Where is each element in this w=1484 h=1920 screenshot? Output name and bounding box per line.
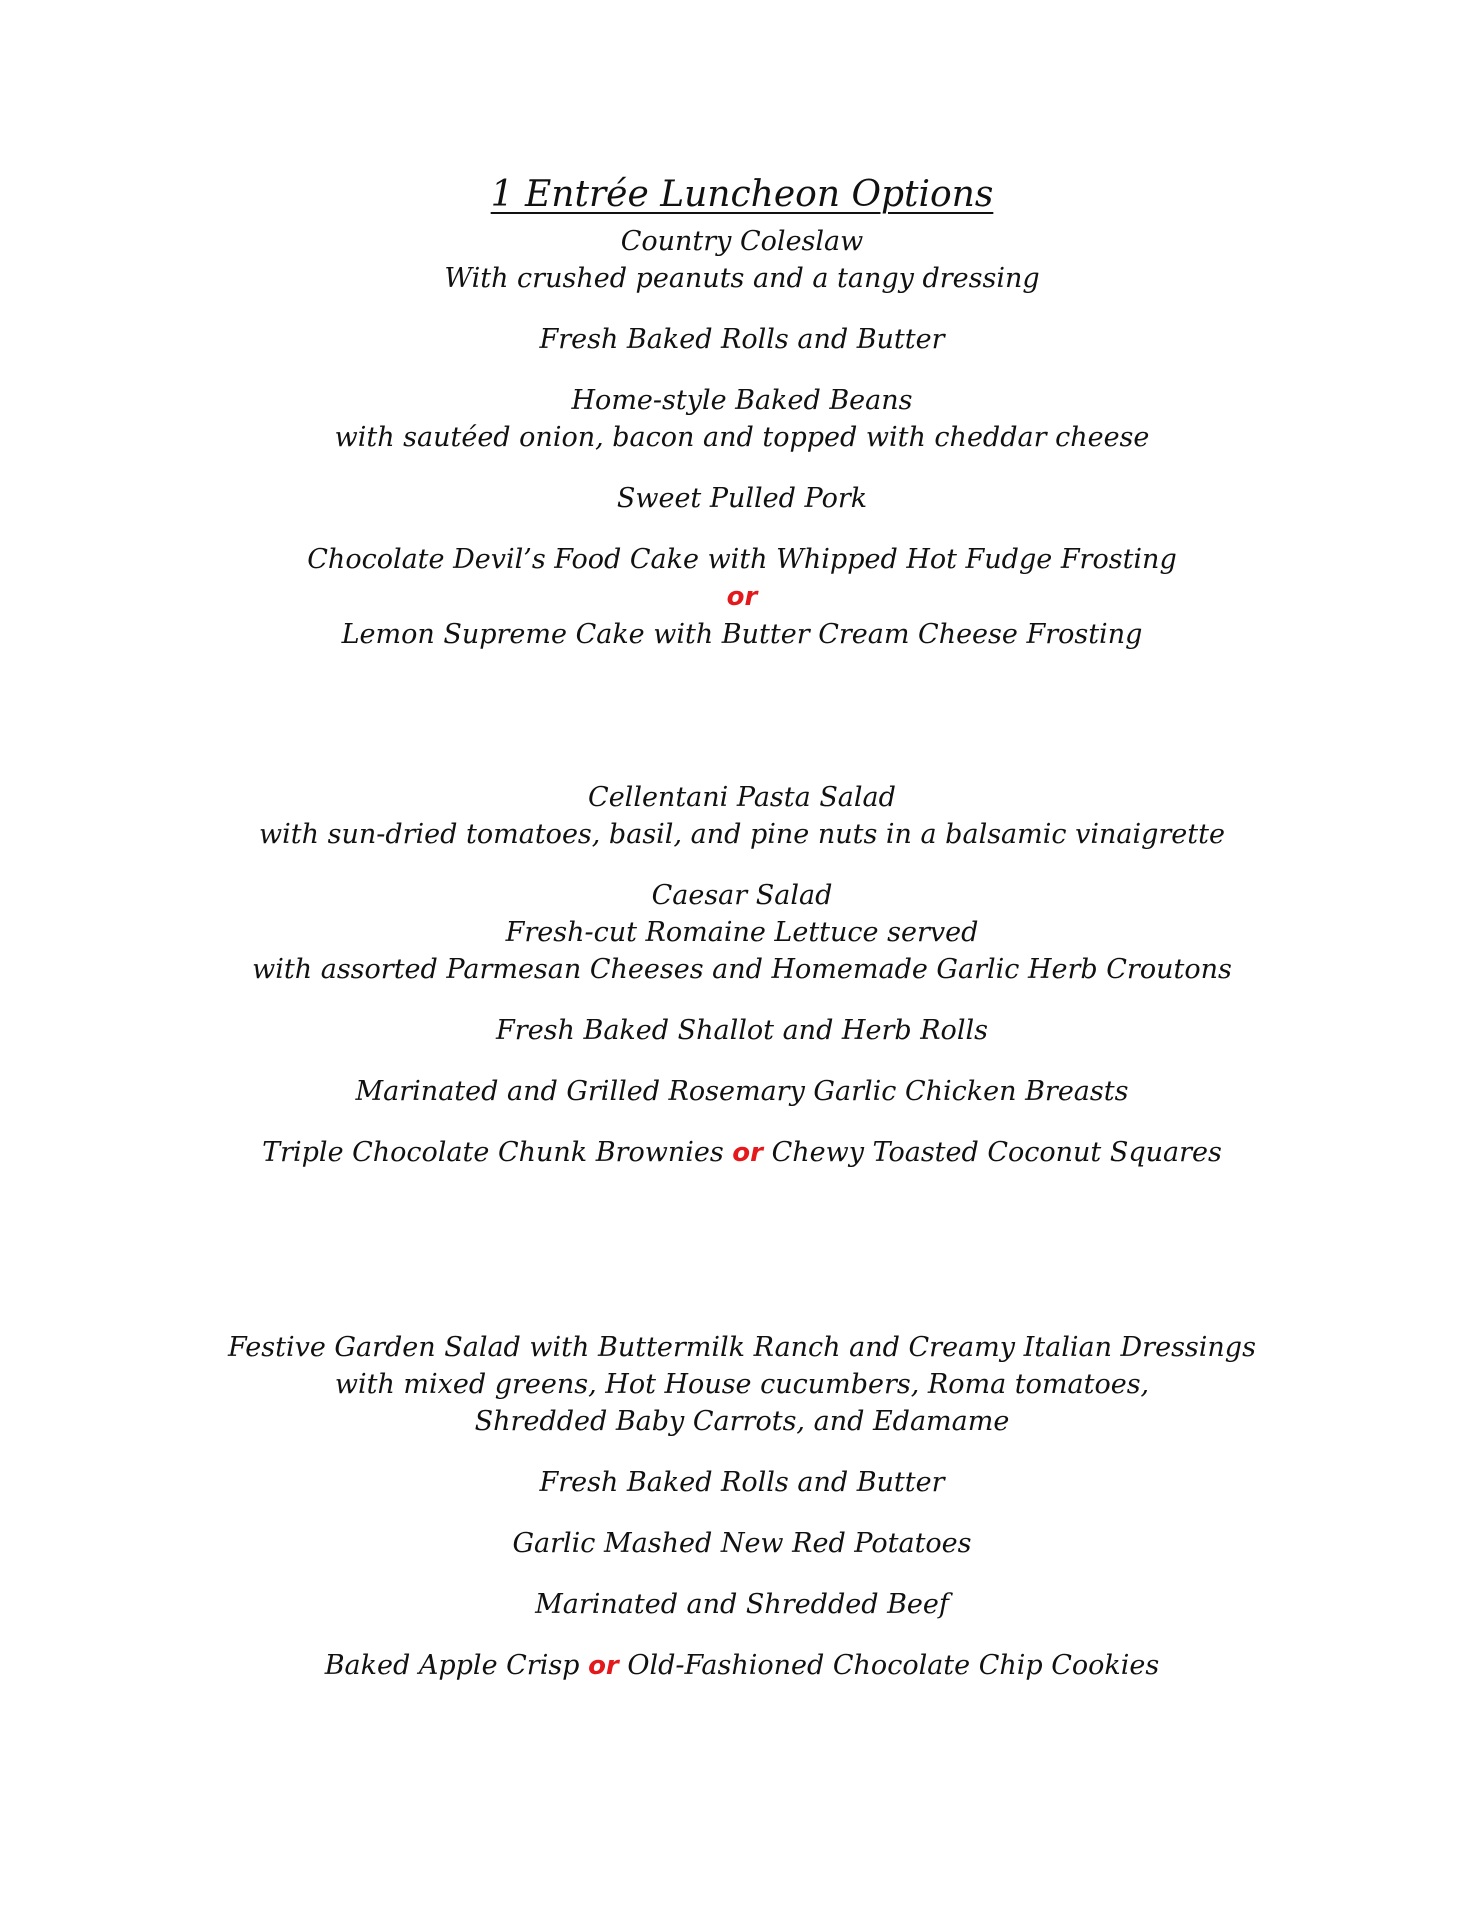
- entree-item: [0, 480, 1484, 517]
- pasta-salad-item: [0, 779, 1484, 853]
- dessert-option-b: Chewy Toasted Coconut Squares: [771, 1137, 1222, 1168]
- garden-salad-item: [0, 1329, 1484, 1440]
- or-separator: or: [588, 1651, 619, 1681]
- item-name: Sweet Pulled Pork: [616, 483, 868, 514]
- item-description: with mixed greens, Hot House cucumbers, Roma tomatoes,: [334, 1369, 1150, 1400]
- item-name: Cellentani Pasta Salad: [588, 782, 896, 813]
- item-description: with sun-dried tomatoes, basil, and pine nuts in a balsamic vinaigrette: [259, 819, 1225, 850]
- dessert-item: [0, 541, 1484, 653]
- entree-item: [0, 1073, 1484, 1110]
- item-name: Caesar Salad: [651, 880, 833, 911]
- rolls-item: [0, 1012, 1484, 1049]
- dessert-option-b: Old-Fashioned Chocolate Chip Cookies: [627, 1650, 1160, 1681]
- item-name: Marinated and Shredded Beef: [535, 1589, 949, 1620]
- item-name: Home-style Baked Beans: [571, 385, 913, 416]
- caesar-salad-item: [0, 877, 1484, 988]
- rolls-item: [0, 1464, 1484, 1501]
- dessert-option-a: Triple Chocolate Chunk Brownies: [262, 1137, 724, 1168]
- item-description: with assorted Parmesan Cheeses and Homemade Garlic Herb Croutons: [252, 954, 1232, 985]
- item-description: With crushed peanuts and a tangy dressing: [444, 263, 1040, 294]
- item-name: Fresh Baked Rolls and Butter: [539, 1467, 945, 1498]
- dessert-option-b: Lemon Supreme Cake with Butter Cream Cheese Frosting: [341, 619, 1143, 650]
- menu-option-1: [0, 223, 1484, 653]
- entree-item: [0, 1586, 1484, 1623]
- menu-option-3: [0, 1329, 1484, 1685]
- dessert-option-a: Baked Apple Crisp: [324, 1650, 580, 1681]
- or-separator: or: [726, 582, 758, 612]
- potatoes-item: [0, 1525, 1484, 1562]
- page-title: 1 Entrée Luncheon Options: [490, 174, 994, 215]
- dessert-item: [0, 1647, 1484, 1685]
- item-name: Festive Garden Salad with Buttermilk Ranch and Creamy Italian Dressings: [228, 1332, 1256, 1363]
- item-description: with sautéed onion, bacon and topped with cheddar cheese: [334, 422, 1150, 453]
- menu-option-2: [0, 779, 1484, 1172]
- rolls-item: [0, 321, 1484, 358]
- item-description: Shredded Baby Carrots, and Edamame: [474, 1406, 1010, 1437]
- coleslaw-item: [0, 223, 1484, 297]
- item-name: Garlic Mashed New Red Potatoes: [512, 1528, 972, 1559]
- beans-item: [0, 382, 1484, 456]
- item-name: Marinated and Grilled Rosemary Garlic Chicken Breasts: [355, 1076, 1129, 1107]
- or-separator: or: [732, 1138, 763, 1168]
- dessert-option-a: Chocolate Devil’s Food Cake with Whipped Hot Fudge Frosting: [307, 544, 1177, 575]
- item-description: Fresh-cut Romaine Lettuce served: [505, 917, 979, 948]
- dessert-item: [0, 1134, 1484, 1172]
- item-name: Country Coleslaw: [620, 226, 864, 257]
- item-name: Fresh Baked Rolls and Butter: [539, 324, 945, 355]
- item-name: Fresh Baked Shallot and Herb Rolls: [496, 1015, 988, 1046]
